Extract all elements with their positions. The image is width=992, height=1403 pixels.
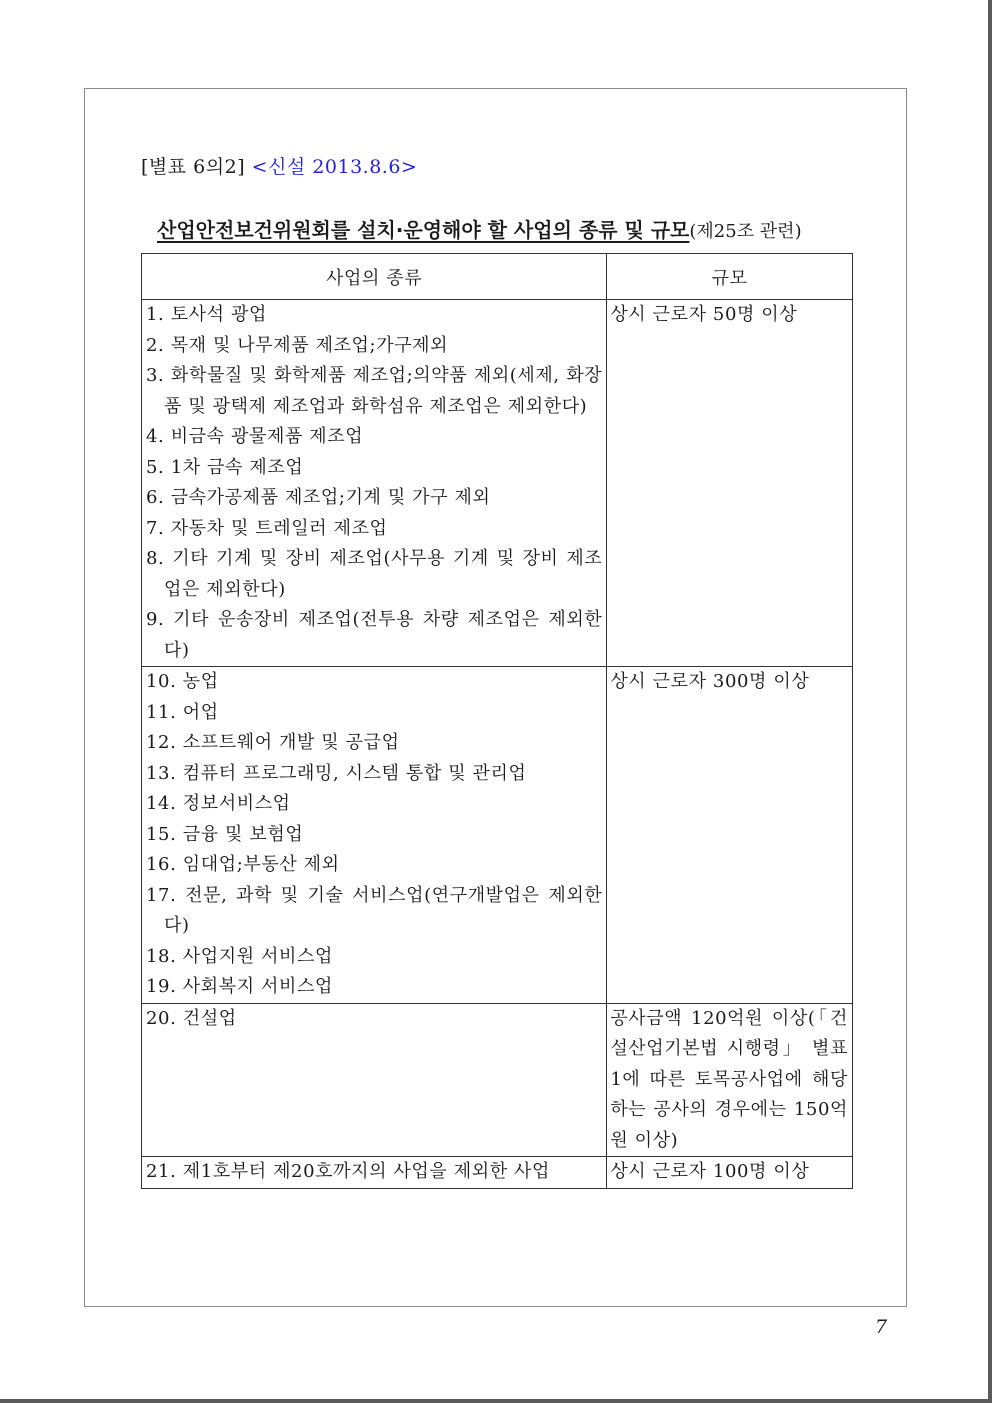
business-item: 14. 정보서비스업: [146, 793, 291, 814]
scale-cell: 상시 근로자 100명 이상: [607, 1157, 853, 1189]
header-scale: 규모: [607, 254, 853, 300]
business-item: 17. 전문, 과학 및 기술 서비스업(연구개발업은 제외한다): [146, 884, 603, 936]
business-item: 19. 사회복지 서비스업: [146, 976, 333, 997]
table-number: [별표 6의2]: [141, 156, 246, 178]
business-item: 13. 컴퓨터 프로그래밍, 시스템 통합 및 관리업: [146, 762, 527, 784]
business-item: 11. 어업: [146, 701, 219, 723]
scale-cell: 공사금액 120억원 이상(「건설산업기본법 시행령」 별표 1에 따른 토목공사업에 해당하는 공사의 경우에는 150억원 이상): [607, 1003, 853, 1157]
business-item: 21. 제1호부터 제20호까지의 사업을 제외한 사업: [146, 1161, 550, 1182]
business-item: 15. 금융 및 보험업: [146, 823, 304, 845]
business-item: 12. 소프트웨어 개발 및 공급업: [146, 732, 400, 753]
business-type-cell: [142, 1003, 607, 1157]
business-type-cell: [142, 667, 607, 1004]
table-reference: [141, 152, 417, 179]
business-item: 2. 목재 및 나무제품 제조업;가구제외: [146, 334, 449, 356]
business-item: 8. 기타 기계 및 장비 제조업(사무용 기계 및 장비 제조업은 제외한다): [146, 548, 603, 600]
page-shadow-bottom: [0, 1399, 992, 1403]
business-item: 4. 비금속 광물제품 제조업: [146, 426, 364, 447]
page-shadow-right: [988, 0, 992, 1403]
business-type-cell: [142, 300, 607, 667]
table-header-row: [142, 254, 853, 300]
business-item: 1. 토사석 광업: [146, 304, 267, 325]
business-item: 20. 건설업: [146, 1007, 237, 1029]
business-item: 3. 화학물질 및 화학제품 제조업;의약품 제외(세제, 화장품 및 광택제 제조업과 화학섬유 제조업은 제외한다): [146, 365, 603, 417]
business-item: 18. 사업지원 서비스업: [146, 945, 333, 967]
business-item: 5. 1차 금속 제조업: [146, 456, 304, 478]
business-item: 6. 금속가공제품 제조업;기계 및 가구 제외: [146, 487, 491, 508]
page-number: 7: [875, 1316, 888, 1338]
amendment-link[interactable]: <신설 2013.8.6>: [251, 156, 418, 178]
business-scale-table: [141, 253, 853, 1189]
table-row: [142, 1157, 853, 1189]
business-item: 9. 기타 운송장비 제조업(전투용 차량 제조업은 제외한다): [146, 609, 603, 661]
header-business-type: 사업의 종류: [142, 254, 607, 300]
title-sub: (제25조 관련): [689, 221, 802, 242]
business-type-cell: [142, 1157, 607, 1189]
title-main: 산업안전보건위원회를 설치·운영해야 할 사업의 종류 및 규모: [157, 218, 690, 242]
business-item: 10. 농업: [146, 671, 219, 692]
table-row: [142, 1003, 853, 1157]
business-item: 16. 임대업;부동산 제외: [146, 854, 340, 875]
table-row: [142, 667, 853, 1004]
table-row: [142, 300, 853, 667]
business-item: 7. 자동차 및 트레일러 제조업: [146, 517, 388, 539]
scale-cell: 상시 근로자 50명 이상: [607, 300, 853, 667]
scale-cell: 상시 근로자 300명 이상: [607, 667, 853, 1004]
document-title: [157, 214, 802, 243]
